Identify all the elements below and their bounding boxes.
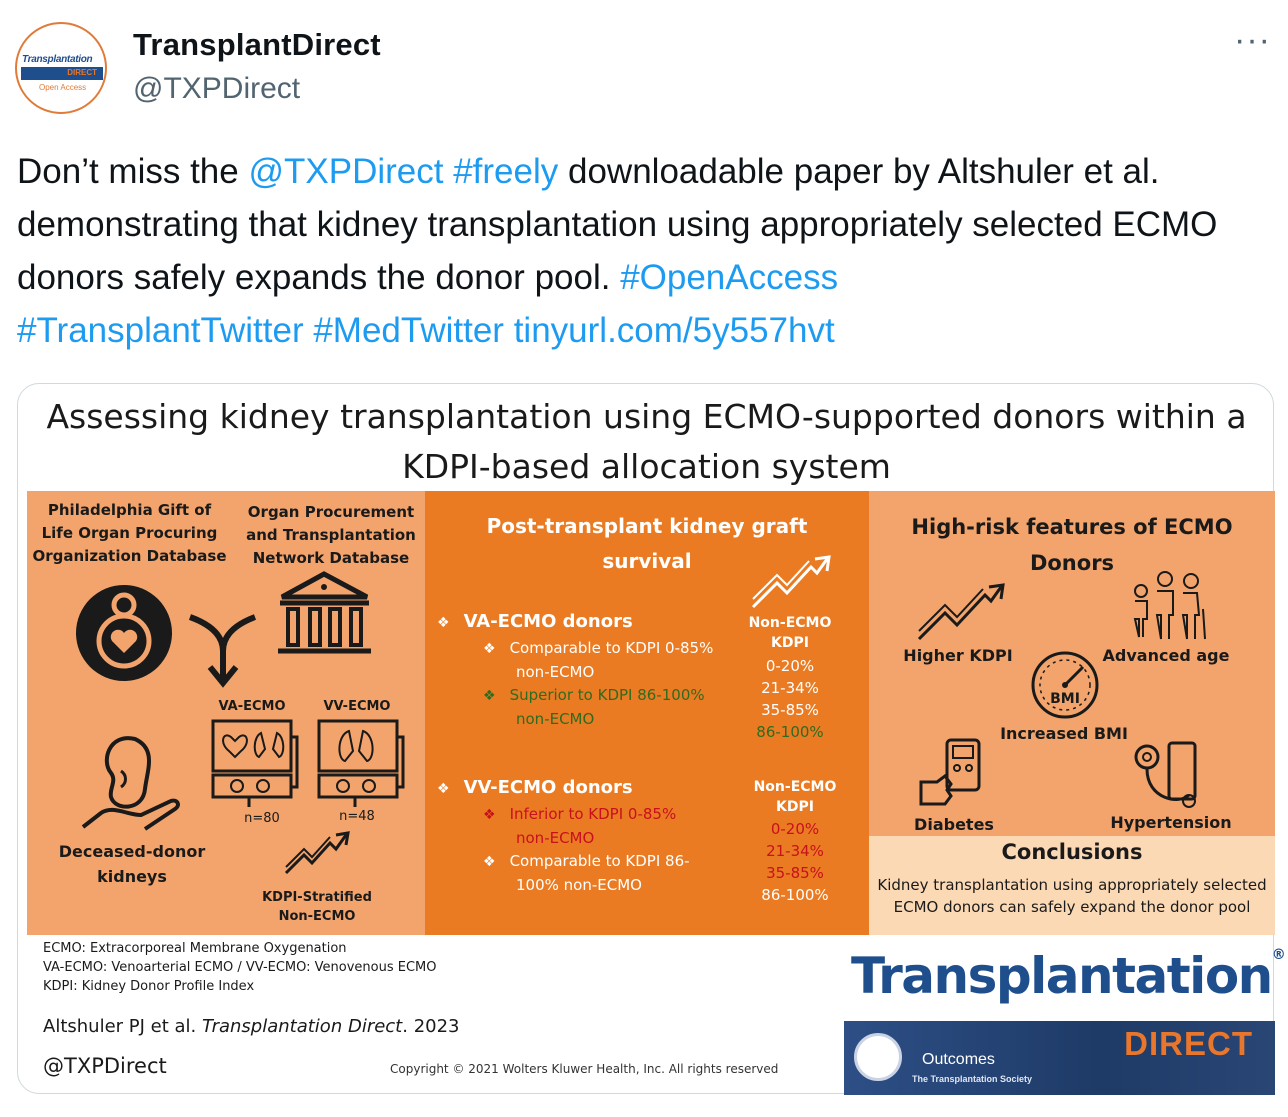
va-bullet-comparable: ❖ Comparable to KDPI 0-85% non-ECMO bbox=[483, 639, 714, 681]
copyright-notice: Copyright © 2021 Wolters Kluwer Health, Inc. All rights reserved bbox=[390, 1062, 779, 1076]
author-handle[interactable]: @TXPDirect bbox=[133, 72, 301, 105]
conclusion-line: Kidney transplantation using appropriately selected bbox=[877, 876, 1267, 894]
va-ecmo-label: VA-ECMO bbox=[218, 699, 286, 714]
va-ecmo-donors-heading: ❖ VA-ECMO donors bbox=[437, 611, 633, 632]
vv-kdpi-row: 21-34% bbox=[766, 842, 824, 860]
infographic-title-line: Assessing kidney transplantation using ECMO-supported donors within a bbox=[46, 397, 1247, 436]
hypertension-label: Hypertension bbox=[1110, 813, 1232, 832]
va-kdpi-header bbox=[740, 613, 840, 653]
bullet-text: non-ECMO bbox=[516, 710, 595, 728]
tweet-media-image[interactable] bbox=[17, 383, 1285, 1094]
kdpi-stratified-label bbox=[242, 888, 392, 926]
va-kdpi-row: 0-20% bbox=[765, 657, 815, 675]
source-philadelphia bbox=[27, 499, 232, 568]
header-line: Non-ECMO bbox=[748, 615, 832, 631]
va-kdpi-row: 86-100% bbox=[756, 723, 824, 741]
avatar-open-access: Open Access bbox=[39, 83, 87, 92]
infographic-title bbox=[18, 392, 1275, 492]
bmi-gauge-icon bbox=[1027, 649, 1103, 719]
va-bullet-superior: ❖ Superior to KDPI 86-100% non-ECMO bbox=[483, 686, 705, 728]
vv-bullet-inferior: ❖ Inferior to KDPI 0-85% non-ECMO bbox=[483, 805, 677, 847]
infographic-handle: @TXPDirect bbox=[43, 1054, 167, 1078]
donor-heart-icon bbox=[74, 583, 174, 683]
title-line: Post-transplant kidney graft bbox=[486, 514, 808, 538]
diabetes-meter-icon bbox=[917, 736, 987, 811]
society-seal-icon bbox=[854, 1033, 902, 1081]
header-line: Non-ECMO bbox=[753, 779, 837, 795]
tweet-text-part: Don’t miss the bbox=[17, 152, 249, 191]
logo-society: The Transplantation Society bbox=[912, 1074, 1033, 1084]
bullet-text: Superior to KDPI 86-100% bbox=[509, 686, 705, 704]
logo-outcomes: Outcomes bbox=[922, 1051, 995, 1068]
source-line: Organ Procurement bbox=[247, 503, 415, 521]
increased-bmi-label: Increased BMI bbox=[1000, 724, 1128, 743]
vv-kdpi-row: 86-100% bbox=[761, 886, 829, 904]
definition-ecmo: ECMO: Extracorporeal Membrane Oxygenation bbox=[43, 941, 347, 956]
vv-kdpi-row: 35-85% bbox=[766, 864, 824, 882]
heading-text: VV-ECMO donors bbox=[463, 777, 633, 798]
kidney-hand-icon bbox=[79, 731, 184, 836]
source-line: Network Database bbox=[252, 549, 410, 567]
mention-link[interactable]: @TXPDirect bbox=[248, 152, 444, 191]
tweet-text bbox=[17, 145, 1267, 357]
title-line: survival bbox=[602, 549, 692, 573]
definition-kdpi: KDPI: Kidney Donor Profile Index bbox=[43, 979, 255, 994]
source-line: Organization Database bbox=[32, 547, 227, 565]
diabetes-label: Diabetes bbox=[914, 815, 994, 834]
bullet-text: non-ECMO bbox=[516, 663, 595, 681]
higher-kdpi-label: Higher KDPI bbox=[903, 646, 1013, 665]
avatar-logo-text: Transplantation bbox=[22, 54, 93, 65]
label-line: KDPI-Stratified bbox=[262, 890, 372, 905]
hashtag-link-freely[interactable]: #freely bbox=[453, 152, 559, 191]
vv-ecmo-count: n=48 bbox=[339, 809, 375, 824]
bullet-text: Comparable to KDPI 0-85% bbox=[509, 639, 714, 657]
trend-arrow-icon bbox=[749, 555, 831, 611]
more-horizontal-icon[interactable]: ··· bbox=[1234, 21, 1271, 59]
vv-kdpi-row: 0-20% bbox=[770, 820, 820, 838]
conclusions-text bbox=[869, 874, 1275, 918]
va-ecmo-machine-icon bbox=[209, 717, 301, 809]
higher-kdpi-icon bbox=[915, 581, 1007, 643]
definition-va-vv: VA-ECMO: Venoarterial ECMO / VV-ECMO: Venovenous ECMO bbox=[43, 960, 437, 975]
vv-kdpi-header bbox=[745, 777, 845, 817]
conclusions-title: Conclusions bbox=[1001, 840, 1143, 864]
va-kdpi-row: 35-85% bbox=[761, 701, 819, 719]
header-line: KDPI bbox=[771, 635, 809, 651]
advanced-age-icon bbox=[1127, 569, 1209, 641]
blood-pressure-icon bbox=[1129, 739, 1209, 811]
journal-logo-wordmark bbox=[851, 947, 1284, 1005]
tweet-text-part: downloadable paper by Altshuler et al. demonstrating that kidney transplantation using appropriately selected ECMO donors safely expands the donor pool. bbox=[17, 152, 1218, 297]
bullet-text: Comparable to KDPI 86- bbox=[509, 852, 690, 870]
infographic-title-line: KDPI-based allocation system bbox=[402, 447, 891, 486]
avatar-logo-direct: DIRECT bbox=[67, 68, 97, 77]
journal-logo-band bbox=[844, 1021, 1275, 1095]
graft-survival-panel bbox=[425, 491, 869, 935]
bullet-text: Inferior to KDPI 0-85% bbox=[509, 805, 677, 823]
logo-direct: DIRECT bbox=[1124, 1025, 1253, 1062]
va-ecmo-count: n=80 bbox=[244, 811, 280, 826]
bullet-text: non-ECMO bbox=[516, 829, 595, 847]
bmi-gauge-text: BMI bbox=[1050, 691, 1080, 707]
bullet-text: 100% non-ECMO bbox=[516, 876, 642, 894]
title-line: High-risk features of ECMO bbox=[911, 515, 1233, 539]
citation-year: . 2023 bbox=[402, 1016, 460, 1037]
label-line: Non-ECMO bbox=[278, 909, 356, 924]
conclusions-panel bbox=[869, 836, 1275, 935]
tweet-text-space bbox=[443, 152, 453, 191]
external-link[interactable]: tinyurl.com/5y557hvt bbox=[513, 311, 835, 350]
vv-ecmo-label: VV-ECMO bbox=[323, 699, 391, 714]
avatar[interactable] bbox=[15, 22, 107, 114]
vv-ecmo-donors-heading: ❖ VV-ECMO donors bbox=[437, 777, 633, 798]
heading-text: VA-ECMO donors bbox=[463, 611, 633, 632]
logo-registered: ® bbox=[1271, 947, 1285, 963]
source-optn bbox=[232, 501, 430, 570]
author-display-name[interactable]: TransplantDirect bbox=[133, 27, 381, 62]
merge-arrow-icon bbox=[185, 609, 260, 689]
va-kdpi-row: 21-34% bbox=[761, 679, 819, 697]
header-line: KDPI bbox=[776, 799, 814, 815]
advanced-age-label: Advanced age bbox=[1102, 646, 1230, 665]
high-risk-features-panel bbox=[869, 491, 1275, 836]
building-icon bbox=[272, 569, 377, 659]
source-line: and Transplantation bbox=[246, 526, 416, 544]
title-line: Donors bbox=[1029, 551, 1115, 575]
citation-journal: Transplantation Direct bbox=[201, 1016, 403, 1037]
logo-word: Transplantation bbox=[851, 947, 1272, 1005]
source-line: Life Organ Procuring bbox=[41, 524, 218, 542]
citation-authors: Altshuler PJ et al. bbox=[43, 1016, 202, 1037]
hashtag-link-openaccess[interactable]: #OpenAccess bbox=[620, 258, 839, 297]
vv-bullet-comparable: ❖ Comparable to KDPI 86- 100% non-ECMO bbox=[483, 852, 690, 894]
high-risk-title bbox=[869, 509, 1275, 581]
label-line: Deceased-donor bbox=[58, 842, 206, 861]
vv-ecmo-machine-icon bbox=[315, 717, 407, 809]
deceased-donor-label bbox=[42, 839, 222, 889]
conclusion-line: ECMO donors can safely expand the donor pool bbox=[893, 898, 1251, 916]
trend-arrow-icon bbox=[282, 831, 352, 876]
hashtag-link-transplanttwitter[interactable]: #TransplantTwitter bbox=[17, 311, 304, 350]
study-design-panel bbox=[27, 491, 425, 935]
source-line: Philadelphia Gift of bbox=[47, 501, 212, 519]
label-line: kidneys bbox=[97, 867, 167, 886]
hashtag-link-medtwitter[interactable]: #MedTwitter bbox=[313, 311, 504, 350]
citation bbox=[43, 1016, 460, 1037]
